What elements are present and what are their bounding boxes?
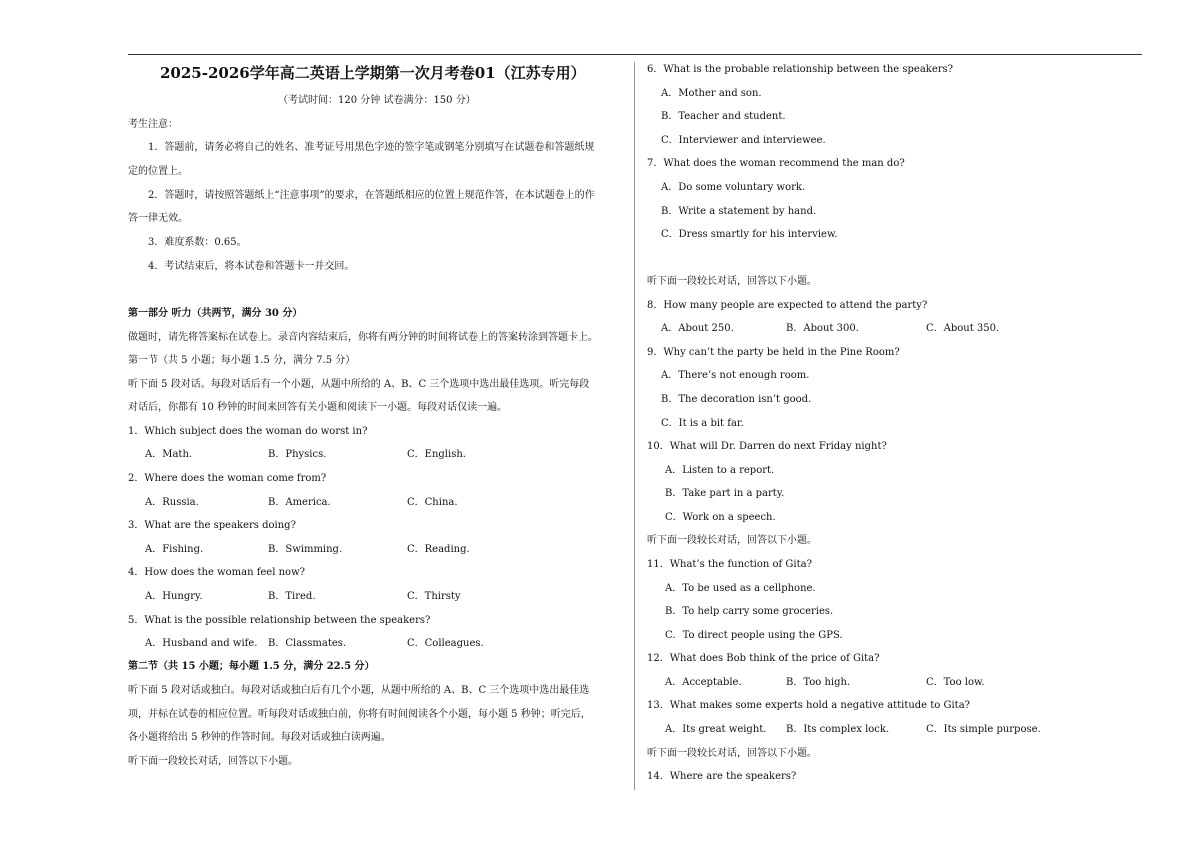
option-a: A．Russia. (145, 497, 199, 508)
section1-instr-line-1: 听下面 5 段对话。每段对话后有一个小题，从题中所给的 A、B、C 三个选项中选出最佳选项。听完每段 (128, 379, 590, 390)
section1-heading: 第一节（共 5 小题；每小题 1.5 分，满分 7.5 分） (128, 355, 356, 366)
question-stem: 8．How many people are expected to attend the party? (647, 300, 928, 311)
section2-heading: 第二节（共 15 小题；每小题 1.5 分，满分 22.5 分） (128, 661, 375, 672)
part1-heading: 第一部分 听力（共两节，满分 30 分） (128, 308, 303, 319)
option-b: B．Physics. (268, 449, 327, 460)
option-a: A．Its great weight. (665, 724, 767, 735)
option-a: A．Math. (145, 449, 193, 460)
option-a: A．Do some voluntary work. (661, 182, 806, 193)
long-dialog-instruction: 听下面一段较长对话，回答以下小题。 (647, 276, 817, 287)
question-stem: 13．What makes some experts hold a negative attitude to Gita? (647, 700, 971, 711)
question-stem: 5．What is the possible relationship between the speakers? (128, 615, 431, 626)
question-stem: 11．What’s the function of Gita? (647, 559, 812, 570)
option-a: A．There’s not enough room. (661, 370, 810, 381)
option-c: C．Colleagues. (407, 638, 484, 649)
option-c: C．Thirsty (407, 591, 461, 602)
long-dialog-instruction: 听下面一段较长对话，回答以下小题。 (647, 748, 817, 759)
note-4: 4．考试结束后，将本试卷和答题卡一并交回。 (148, 261, 355, 272)
option-c: C．China. (407, 497, 458, 508)
notes-heading: 考生注意： (128, 119, 178, 130)
question-stem: 1．Which subject does the woman do worst in? (128, 426, 368, 437)
question-stem: 3．What are the speakers doing? (128, 520, 296, 531)
option-c: C．About 350. (926, 323, 1000, 334)
option-a: A．Fishing. (145, 544, 204, 555)
long-dialog-instruction: 听下面一段较长对话，回答以下小题。 (128, 756, 298, 767)
question-stem: 6．What is the probable relationship between the speakers? (647, 64, 954, 75)
question-stem: 14．Where are the speakers? (647, 771, 797, 782)
question-stem: 9．Why can’t the party be held in the Pine Room? (647, 347, 900, 358)
note-2-line-2: 答一律无效。 (128, 213, 188, 224)
option-c: C．Its simple purpose. (926, 724, 1041, 735)
option-c: C．English. (407, 449, 466, 460)
section2-instr-line-3: 各小题将给出 5 秒钟的作答时间。每段对话或独白读两遍。 (128, 732, 391, 743)
question-stem: 4．How does the woman feel now? (128, 567, 305, 578)
option-b: B．Tired. (268, 591, 316, 602)
option-c: C．To direct people using the GPS. (665, 630, 843, 641)
long-dialog-instruction: 听下面一段较长对话，回答以下小题。 (647, 535, 817, 546)
exam-info: （考试时间：120 分钟 试卷满分：150 分） (278, 95, 476, 106)
option-c: C．Dress smartly for his interview. (661, 229, 838, 240)
option-a: A．About 250. (661, 323, 734, 334)
option-b: B．About 300. (786, 323, 859, 334)
section2-instr-line-2: 项，并标在试卷的相应位置。听每段对话或独白前，你将有时间阅读各个小题，每小题 5 秒钟；听完后， (128, 709, 591, 720)
option-a: A．To be used as a cellphone. (665, 583, 816, 594)
part1-instructions: 做题时，请先将答案标在试卷上。录音内容结束后，你将有两分钟的时间将试卷上的答案转涂到答题卡上。 (128, 332, 598, 343)
option-a: A．Mother and son. (661, 88, 762, 99)
option-b: B．Its complex lock. (786, 724, 890, 735)
option-b: B．Teacher and student. (661, 111, 786, 122)
column-divider (634, 62, 635, 790)
question-stem: 10．What will Dr. Darren do next Friday night? (647, 441, 887, 452)
option-b: B．The decoration isn’t good. (661, 394, 812, 405)
option-a: A．Hungry. (145, 591, 203, 602)
option-b: B．Too high. (786, 677, 851, 688)
note-3: 3．难度系数：0.65。 (148, 237, 247, 248)
note-1-line-1: 1．答题前，请务必将自己的姓名、准考证号用黑色字迹的签字笔或钢笔分别填写在试题卷和答题纸规 (148, 142, 595, 153)
note-1-line-2: 定的位置上。 (128, 166, 188, 177)
option-b: B．Swimming. (268, 544, 343, 555)
page-title: 2025-2026学年高二英语上学期第一次月考卷01（江苏专用） (160, 64, 586, 82)
option-c: C．It is a bit far. (661, 418, 744, 429)
question-stem: 2．Where does the woman come from? (128, 473, 327, 484)
option-c: C．Work on a speech. (665, 512, 776, 523)
option-a: A．Listen to a report. (665, 465, 775, 476)
option-c: C．Interviewer and interviewee. (661, 135, 826, 146)
option-b: B．Take part in a party. (665, 488, 785, 499)
option-c: C．Too low. (926, 677, 985, 688)
section1-instr-line-2: 对话后，你都有 10 秒钟的时间来回答有关小题和阅读下一小题。每段对话仅读一遍。 (128, 402, 508, 413)
top-divider (128, 54, 1142, 55)
option-b: B．Classmates. (268, 638, 347, 649)
section2-instr-line-1: 听下面 5 段对话或独白。每段对话或独白后有几个小题，从题中所给的 A、B、C 三个选项中选出最佳选 (128, 685, 590, 696)
option-b: B．Write a statement by hand. (661, 206, 817, 217)
question-stem: 12．What does Bob think of the price of Gita? (647, 653, 880, 664)
question-stem: 7．What does the woman recommend the man do? (647, 158, 905, 169)
note-2-line-1: 2．答题时，请按照答题纸上“注意事项”的要求，在答题纸相应的位置上规范作答，在本试题卷上的作 (148, 190, 595, 201)
option-c: C．Reading. (407, 544, 470, 555)
option-b: B．To help carry some groceries. (665, 606, 834, 617)
option-b: B．America. (268, 497, 331, 508)
option-a: A．Husband and wife. (145, 638, 258, 649)
option-a: A．Acceptable. (665, 677, 742, 688)
